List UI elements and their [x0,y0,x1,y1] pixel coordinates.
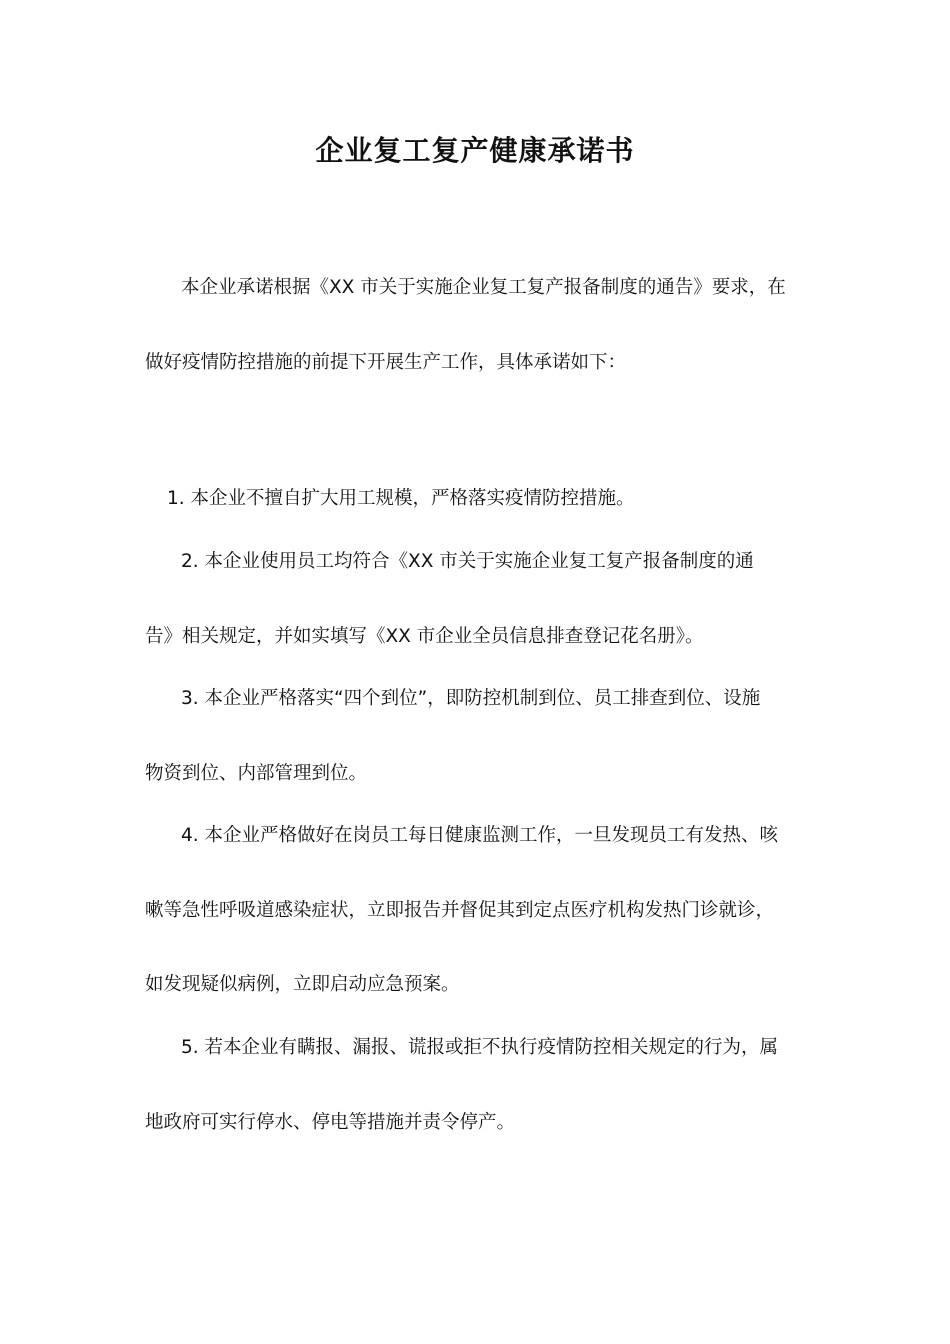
item-2-line-1: 2. 本企业使用员工均符合《XX 市关于实施企业复工复产报备制度的通 [181,551,754,572]
item-3-line-2: 物资到位、内部管理到位。 [145,763,368,784]
item-3-line-1: 3. 本企业严格落实“四个到位”，即防控机制到位、员工排查到位、设施 [181,688,761,709]
item-4-line-3: 如发现疑似病例，立即启动应急预案。 [145,974,460,995]
item-4-line-2: 嗽等急性呼吸道感染症状，立即报告并督促其到定点医疗机构发热门诊就诊， [145,900,775,921]
item-5-line-2: 地政府可实行停水、停电等措施并责令停产。 [145,1112,516,1133]
item-2-line-2: 告》相关规定，并如实填写《XX 市企业全员信息排查登记花名册》。 [145,626,704,647]
document-title: 企业复工复产健康承诺书 [315,134,635,167]
intro-line-2: 做好疫情防控措施的前提下开展生产工作，具体承诺如下： [145,352,627,373]
item-4-line-1: 4. 本企业严格做好在岗员工每日健康监测工作，一旦发现员工有发热、咳 [181,825,779,846]
intro-line-1: 本企业承诺根据《XX 市关于实施企业复工复产报备制度的通告》要求，在 [181,277,786,298]
item-1-line-1: 1. 本企业不擅自扩大用工规模，严格落实疫情防控措施。 [167,488,635,509]
item-5-line-1: 5. 若本企业有瞒报、漏报、谎报或拒不执行疫情防控相关规定的行为，属 [181,1037,779,1058]
